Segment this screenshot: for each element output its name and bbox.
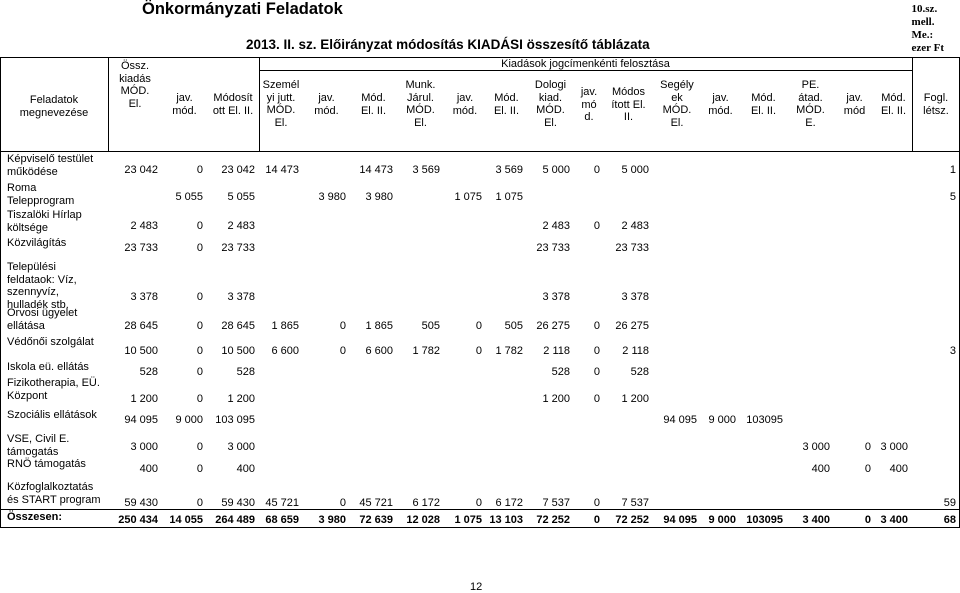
table-cell: 59 xyxy=(943,497,956,509)
table-cell: 9 000 xyxy=(175,414,203,426)
table-cell: 1 782 xyxy=(495,345,523,357)
table-cell: 1 075 xyxy=(495,191,523,203)
page-subtitle: 2013. II. sz. Előirányzat módosítás KIADÁSI összesítő táblázata xyxy=(246,37,650,52)
table-cell: 23 733 xyxy=(536,242,570,254)
table-cell: 0 xyxy=(196,393,203,405)
table-border xyxy=(0,57,1,527)
table-cell: 0 xyxy=(196,497,203,509)
column-header: jav. mó d. xyxy=(580,86,598,123)
table-cell: 5 000 xyxy=(542,164,570,176)
total-cell: 3 980 xyxy=(318,514,346,526)
table-cell: 0 xyxy=(196,164,203,176)
table-cell: 7 537 xyxy=(621,497,649,509)
table-cell: 0 xyxy=(593,497,600,509)
total-cell: 68 659 xyxy=(265,514,299,526)
row-label: Védőnői szolgálat xyxy=(7,336,94,348)
column-header: jav. mód. xyxy=(172,92,197,117)
row-label: Közvilágítás xyxy=(7,237,67,249)
table-cell: 0 xyxy=(593,345,600,357)
table-cell: 6 172 xyxy=(495,497,523,509)
table-cell: 528 xyxy=(630,366,649,378)
table-cell: 23 042 xyxy=(221,164,255,176)
table-cell: 1 782 xyxy=(412,345,440,357)
total-cell: 1 075 xyxy=(454,514,482,526)
table-cell: 2 118 xyxy=(622,345,649,357)
column-header: Mód. El. II. xyxy=(880,92,907,117)
table-cell: 5 000 xyxy=(621,164,649,176)
total-cell: 264 489 xyxy=(215,514,255,526)
table-cell: 0 xyxy=(196,242,203,254)
table-cell: 0 xyxy=(593,164,600,176)
table-cell: 2 483 xyxy=(227,220,255,232)
table-cell: 0 xyxy=(864,441,871,453)
table-cell: 3 980 xyxy=(365,191,393,203)
table-cell: 6 600 xyxy=(271,345,299,357)
column-header: Össz. kiadás MÓD. El. xyxy=(119,60,151,110)
total-cell: 0 xyxy=(593,514,600,526)
table-cell: 0 xyxy=(196,463,203,475)
row-label: Képviselő testület működése xyxy=(7,153,94,178)
table-cell: 505 xyxy=(421,320,440,332)
table-cell: 3 378 xyxy=(621,291,649,303)
row-label: RNÖ támogatás xyxy=(7,458,86,470)
table-cell: 1 xyxy=(949,164,956,176)
total-cell: 72 252 xyxy=(615,514,649,526)
table-cell: 94 095 xyxy=(663,414,697,426)
table-border xyxy=(0,151,960,152)
table-cell: 28 645 xyxy=(124,320,158,332)
table-cell: 2 118 xyxy=(543,345,570,357)
total-cell: 72 639 xyxy=(359,514,393,526)
table-cell: 400 xyxy=(889,463,908,475)
table-cell: 1 200 xyxy=(130,393,158,405)
table-cell: 0 xyxy=(475,497,482,509)
unit-note: ezer Ft xyxy=(911,42,944,54)
column-header: Feladatok megnevezése xyxy=(19,94,89,119)
total-cell: 68 xyxy=(943,514,956,526)
table-cell: 23 733 xyxy=(615,242,649,254)
table-cell: 3 378 xyxy=(227,291,255,303)
table-cell: 3 000 xyxy=(227,441,255,453)
column-header: jav. mód. xyxy=(314,92,339,117)
table-cell: 14 473 xyxy=(359,164,393,176)
table-cell: 0 xyxy=(475,320,482,332)
total-cell: 3 400 xyxy=(802,514,830,526)
total-cell: 72 252 xyxy=(536,514,570,526)
table-cell: 400 xyxy=(811,463,830,475)
row-label: Fizikotherapia, EÜ. Központ xyxy=(7,377,100,402)
table-cell: 0 xyxy=(196,441,203,453)
row-label: VSE, Civil E. támogatás xyxy=(7,433,70,458)
row-label: Orvosi ügyelet ellátása xyxy=(7,307,78,332)
total-cell: 94 095 xyxy=(663,514,697,526)
table-cell: 23 733 xyxy=(124,242,158,254)
table-cell: 10 500 xyxy=(124,345,158,357)
column-header: Fogl. létsz. xyxy=(923,92,949,117)
column-header: Munk. Járul. MÓD. El. xyxy=(405,79,436,129)
column-header: Segély ek MÓD. El. xyxy=(660,79,694,129)
column-header: jav. mód. xyxy=(452,92,478,117)
table-cell: 45 721 xyxy=(265,497,299,509)
annex-note xyxy=(912,3,944,55)
table-cell: 0 xyxy=(475,345,482,357)
table-cell: 505 xyxy=(504,320,523,332)
total-cell: 250 434 xyxy=(118,514,158,526)
table-cell: 2 483 xyxy=(542,220,570,232)
table-cell: 28 645 xyxy=(221,320,255,332)
table-cell: 10 500 xyxy=(221,345,255,357)
annex-note-line: 10.sz. xyxy=(911,3,938,15)
total-cell: 13 103 xyxy=(489,514,523,526)
table-cell: 1 865 xyxy=(271,320,299,332)
table-cell: 3 xyxy=(949,345,956,357)
column-header: Módosít ott El. II. xyxy=(212,92,254,117)
table-cell: 7 537 xyxy=(542,497,570,509)
table-cell: 103095 xyxy=(746,414,783,426)
table-cell: 1 200 xyxy=(227,393,255,405)
table-cell: 23 042 xyxy=(124,164,158,176)
table-cell: 26 275 xyxy=(536,320,570,332)
table-cell: 3 000 xyxy=(130,441,158,453)
row-label: Iskola eü. ellátás xyxy=(7,361,89,373)
table-cell: 103 095 xyxy=(215,414,255,426)
group-header-label: Kiadások jogcímenkénti felosztása xyxy=(501,58,670,70)
table-cell: 3 980 xyxy=(318,191,346,203)
table-cell: 3 378 xyxy=(130,291,158,303)
table-cell: 6 600 xyxy=(365,345,393,357)
row-label: Tiszalöki Hírlap költsége xyxy=(7,209,82,234)
row-label: Roma Telepprogram xyxy=(7,182,75,207)
total-cell: 0 xyxy=(864,514,871,526)
table-cell: 528 xyxy=(551,366,570,378)
row-label: Közfoglalkoztatás és START program xyxy=(7,481,101,506)
table-cell: 5 xyxy=(949,191,956,203)
table-cell: 5 055 xyxy=(227,191,255,203)
table-cell: 2 483 xyxy=(621,220,649,232)
table-cell: 9 000 xyxy=(708,414,736,426)
column-header: Mód. El. II. xyxy=(493,92,520,117)
table-cell: 0 xyxy=(196,291,203,303)
column-header: Dologi kiad. MÓD. El. xyxy=(534,79,567,129)
total-cell: 3 400 xyxy=(880,514,908,526)
table-cell: 3 378 xyxy=(542,291,570,303)
table-cell: 45 721 xyxy=(359,497,393,509)
table-cell: 3 569 xyxy=(495,164,523,176)
table-cell: 0 xyxy=(196,220,203,232)
column-header: Mód. El. II. xyxy=(750,92,777,117)
table-cell: 14 473 xyxy=(265,164,299,176)
table-cell: 400 xyxy=(139,463,158,475)
total-cell: 9 000 xyxy=(708,514,736,526)
table-cell: 1 200 xyxy=(621,393,649,405)
column-header: Módos ított El. II. xyxy=(611,86,646,123)
table-cell: 0 xyxy=(339,345,346,357)
table-cell: 528 xyxy=(236,366,255,378)
annex-note-line: Me.: xyxy=(911,29,934,41)
page-title: Önkormányzati Feladatok xyxy=(142,0,343,18)
table-cell: 0 xyxy=(339,497,346,509)
table-cell: 59 430 xyxy=(221,497,255,509)
total-cell: 103095 xyxy=(746,514,783,526)
table-cell: 94 095 xyxy=(124,414,158,426)
table-cell: 6 172 xyxy=(412,497,440,509)
table-cell: 2 483 xyxy=(130,220,158,232)
table-cell: 3 000 xyxy=(802,441,830,453)
column-header: Mód. El. II. xyxy=(360,92,387,117)
table-cell: 0 xyxy=(593,366,600,378)
column-header: PE. átad. MÓD. E. xyxy=(796,79,825,129)
total-cell: 12 028 xyxy=(406,514,440,526)
table-cell: 400 xyxy=(236,463,255,475)
table-cell: 0 xyxy=(196,345,203,357)
total-row-label: Összesen: xyxy=(7,511,63,523)
row-label: Szociális ellátások xyxy=(7,409,97,421)
table-cell: 0 xyxy=(593,220,600,232)
table-cell: 5 055 xyxy=(175,191,203,203)
column-header: Személ yi jutt. MÓD. El. xyxy=(262,79,300,129)
column-header: jav. mód xyxy=(843,92,866,117)
table-cell: 0 xyxy=(864,463,871,475)
table-cell: 1 865 xyxy=(365,320,393,332)
table-cell: 1 200 xyxy=(542,393,570,405)
page-number: 12 xyxy=(470,581,483,593)
table-border xyxy=(0,527,960,528)
table-cell: 0 xyxy=(593,320,600,332)
table-cell: 23 733 xyxy=(221,242,255,254)
table-cell: 0 xyxy=(196,320,203,332)
table-cell: 1 075 xyxy=(454,191,482,203)
table-cell: 0 xyxy=(593,393,600,405)
table-cell: 0 xyxy=(196,366,203,378)
table-cell: 528 xyxy=(139,366,158,378)
total-cell: 14 055 xyxy=(169,514,203,526)
table-cell: 26 275 xyxy=(615,320,649,332)
table-cell: 3 000 xyxy=(880,441,908,453)
table-cell: 3 569 xyxy=(412,164,440,176)
annex-note-line: mell. xyxy=(911,16,935,28)
table-cell: 0 xyxy=(339,320,346,332)
column-header: jav. mód. xyxy=(708,92,733,117)
row-label: Települési feldataok: Víz, szennyvíz, hulladék stb. xyxy=(7,261,77,311)
table-cell: 59 430 xyxy=(124,497,158,509)
